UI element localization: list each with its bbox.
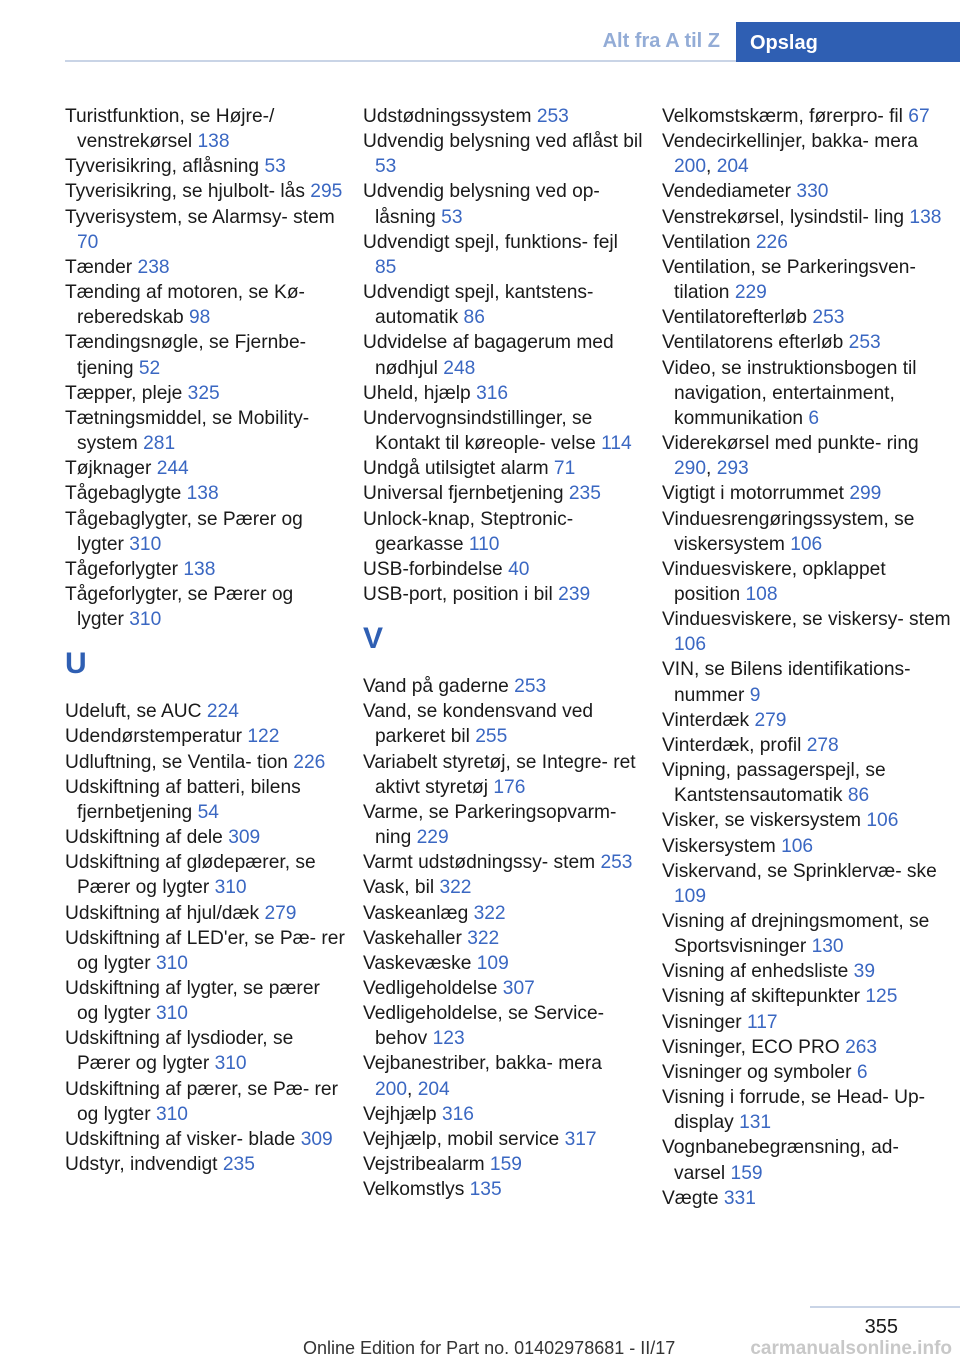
page-reference-link[interactable]: 235 — [568, 483, 601, 505]
index-entry — [65, 205, 345, 255]
index-entry-text: Vaskehaller — [363, 927, 462, 949]
index-entry-text: Tæpper, pleje — [65, 382, 183, 404]
page-reference-link[interactable]: 310 — [155, 1103, 188, 1125]
page-reference-link[interactable]: 135 — [469, 1179, 502, 1201]
index-entry — [65, 280, 345, 330]
footer-rule — [810, 1306, 960, 1308]
page-reference-link[interactable]: 279 — [754, 709, 787, 731]
index-entry — [363, 179, 643, 229]
index-entry-text: Udskiftning af pærer, se Pæ- rer og lygter — [65, 1078, 338, 1125]
index-entry-text: Udvendig belysning ved op- låsning — [363, 181, 600, 228]
index-entry — [363, 481, 643, 506]
index-entry — [662, 1010, 952, 1035]
index-entry-text: Udskiftning af visker- blade — [65, 1128, 296, 1150]
index-entry — [662, 255, 952, 305]
index-entry-text: Visninger og symboler — [662, 1061, 852, 1083]
index-entry-text: Vand, se kondensvand ved parkeret bil — [363, 701, 594, 748]
page-reference-link[interactable]: 98 — [189, 307, 211, 329]
index-entry — [65, 330, 345, 380]
index-entry — [662, 230, 952, 255]
page-reference-link[interactable]: 53 — [264, 156, 286, 178]
index-entry — [363, 674, 643, 699]
index-entry-text: Vedligeholdelse, se Service- behov — [363, 1003, 605, 1050]
index-entry-text: Visninger — [662, 1011, 742, 1033]
page-reference-link[interactable]: 253 — [536, 106, 569, 127]
index-entry-text: Tyverisikring, se hjulbolt- lås — [65, 181, 305, 203]
index-entry-text: Vejstribealarm — [363, 1154, 485, 1176]
index-entry — [662, 179, 952, 204]
index-entry — [662, 1035, 952, 1060]
index-entry-text: Viskervand, se Sprinklervæ- ske — [662, 860, 937, 882]
index-entry-text: Vendediameter — [662, 181, 792, 203]
index-entry — [363, 926, 643, 951]
page-reference-link[interactable]: 253 — [848, 332, 881, 354]
section-letter: V — [363, 622, 384, 656]
page-reference-link[interactable]: 235 — [222, 1154, 255, 1176]
index-entry — [65, 456, 345, 481]
index-entry — [662, 557, 952, 607]
page-reference-link[interactable]: 71 — [553, 458, 576, 480]
index-entry-text: Udstødningssystem — [363, 106, 532, 127]
index-entry — [662, 657, 952, 707]
index-entry-text: Uheld, hjælp — [363, 382, 471, 404]
page-reference-link[interactable]: 52 — [138, 357, 161, 379]
index-entry — [363, 800, 643, 850]
index-entry-text: Visning af drejningsmoment, se Sportsvisninger — [662, 911, 930, 958]
index-entry-text: Universal fjernbetjening — [363, 483, 564, 505]
page-reference-link[interactable]: 114 — [601, 433, 632, 455]
index-entry — [65, 825, 345, 850]
index-entry-text: Visning i forrude, se Head- Up-display — [662, 1087, 926, 1134]
page-reference-link[interactable]: 109 — [674, 885, 707, 907]
index-entry-text: Velkomstskærm, førerpro- fil — [662, 106, 903, 127]
index-entry — [363, 557, 643, 582]
index-entry — [662, 356, 952, 431]
index-entry-text: Tænding af motoren, se Kø- reberedskab — [65, 282, 305, 329]
index-entry — [662, 708, 952, 733]
index-entry — [363, 381, 643, 406]
index-entry — [363, 951, 643, 976]
index-entry-text: Visning af skiftepunkter — [662, 986, 861, 1008]
index-entry-text: Vinduesviskere, opklappet position — [662, 558, 886, 605]
index-entry-text: Turistfunktion, se Højre-/ venstrekørsel — [65, 106, 275, 153]
index-entry — [662, 1135, 952, 1185]
page-reference-link[interactable]: 85 — [375, 256, 397, 278]
index-entry-text: Udstyr, indvendigt — [65, 1154, 218, 1176]
index-entry-text: Tændingsnøgle, se Fjernbe- tjening — [65, 332, 307, 379]
page-reference-link[interactable]: 293 — [716, 458, 749, 480]
page-reference-link[interactable]: 204 — [716, 156, 749, 178]
index-entry-text: Ventilatorens efterløb — [662, 332, 844, 354]
page-reference-link[interactable]: 110 — [468, 533, 500, 555]
page-reference-link[interactable]: 109 — [476, 952, 509, 974]
page-reference-link[interactable]: 290 — [674, 458, 707, 480]
index-entry — [363, 875, 643, 900]
index-entry-text: Venstrekørsel, lysindstil- ling — [662, 206, 905, 228]
index-entry — [65, 750, 345, 775]
index-column-3 — [662, 104, 952, 1211]
page-reference-link[interactable]: 322 — [439, 877, 472, 899]
index-entry — [363, 280, 643, 330]
page-reference-link[interactable]: 310 — [214, 1053, 247, 1075]
index-entry-text: Tænder — [65, 256, 133, 278]
page-reference-link[interactable]: 316 — [476, 382, 509, 404]
index-entry — [65, 381, 345, 406]
index-entry-text: Udskiftning af lysdioder, se Pærer og lygter — [65, 1028, 294, 1075]
page-reference-link[interactable]: 159 — [730, 1162, 763, 1184]
index-entry — [662, 733, 952, 758]
page-reference-link[interactable]: 106 — [790, 533, 823, 555]
index-entry: Viderekørsel med punkte- ring 290, 293 — [662, 433, 919, 480]
index-entry-text: Udvendig belysning ved aflåst bil — [363, 131, 643, 153]
index-entry — [363, 699, 643, 749]
page-reference-link[interactable]: 310 — [155, 952, 188, 974]
page-reference-link[interactable]: 255 — [475, 726, 508, 748]
page-reference-link[interactable]: 322 — [473, 902, 506, 924]
index-entry-text: Udvendigt spejl, funktions- fejl — [363, 231, 618, 253]
page-reference-link[interactable]: 307 — [502, 978, 535, 999]
page-reference-link[interactable]: 309 — [228, 827, 261, 849]
index-entry — [662, 1060, 952, 1085]
index-entry — [662, 1085, 952, 1135]
page-reference-link[interactable]: 86 — [847, 785, 870, 807]
page-reference-link[interactable]: 317 — [564, 1128, 597, 1150]
index-entry-text: Variabelt styretøj, se Integre- ret aktivt styretøj — [363, 751, 636, 798]
index-entry — [65, 1152, 345, 1177]
page-reference-link[interactable]: 253 — [600, 852, 633, 874]
index-entry-text: Ventilation — [662, 231, 751, 253]
page-reference-link[interactable]: 106 — [781, 835, 814, 857]
index-entry-text: Vinduesviskere, se viskersy- stem — [662, 609, 951, 631]
index-entry-text: Vinduesrengøringssystem, se viskersystem — [662, 508, 915, 555]
index-entry — [65, 179, 345, 204]
index-entry-text: Vand på gaderne — [363, 676, 509, 698]
page-reference-link[interactable]: 310 — [214, 877, 247, 899]
index-entry — [363, 406, 643, 456]
page-reference-link[interactable]: 138 — [197, 131, 230, 153]
index-entry-text: Vaskeanlæg — [363, 902, 469, 924]
page-number: 355 — [864, 1316, 898, 1338]
index-entry — [662, 834, 952, 859]
index-entry-text: USB-port, position i bil — [363, 583, 553, 605]
index-entry — [363, 1127, 643, 1152]
index-entry-text: Ventilatorefterløb — [662, 307, 808, 329]
index-entry-text: Tågebaglygte — [65, 483, 182, 505]
index-entry — [363, 1177, 643, 1202]
index-entry — [65, 1077, 345, 1127]
index-entry — [363, 330, 643, 380]
page-reference-link[interactable]: 159 — [489, 1154, 522, 1176]
index-entry-text: Udskiftning af lygter, se pærer og lygter — [65, 978, 320, 1025]
index-entry — [363, 129, 643, 179]
index-entry — [65, 507, 345, 557]
page-reference-link[interactable]: 6 — [808, 407, 820, 429]
page-reference-link[interactable]: 176 — [493, 776, 526, 798]
index-entry — [662, 104, 952, 129]
index-entry: Vejbanestriber, bakka- mera 200, 204 — [363, 1053, 602, 1100]
page-reference-link[interactable]: 238 — [137, 256, 170, 278]
index-entry — [65, 901, 345, 926]
index-entry-text: Udskiftning af hjul/dæk — [65, 902, 260, 924]
page-reference-link[interactable]: 130 — [811, 936, 844, 958]
header-tab: Opslag — [736, 22, 960, 62]
page-reference-link[interactable]: 229 — [734, 282, 767, 304]
index-entry — [363, 456, 643, 481]
index-entry — [662, 330, 952, 355]
page-reference-link[interactable]: 106 — [674, 634, 707, 656]
index-entry — [662, 909, 952, 959]
page-reference-link[interactable]: 331 — [723, 1187, 756, 1209]
index-entry — [363, 901, 643, 926]
page-reference-link[interactable]: 123 — [432, 1028, 465, 1050]
index-entry-text: Velkomstlys — [363, 1179, 465, 1201]
page-reference-link[interactable]: 53 — [375, 156, 397, 178]
index-entry-text: Vinterdæk, profil — [662, 734, 802, 756]
page-reference-link[interactable]: 278 — [806, 734, 839, 756]
index-entry — [65, 406, 345, 456]
index-entry-text: Vask, bil — [363, 877, 435, 899]
page-reference-link[interactable]: 263 — [845, 1036, 878, 1058]
index-entry-text: Vægte — [662, 1187, 719, 1209]
page-reference-link[interactable]: 125 — [865, 986, 898, 1008]
page-reference-link[interactable]: 200 — [674, 156, 707, 178]
index-entry — [363, 104, 643, 129]
index-entry-text: Vejbanestriber, bakka- mera — [363, 1053, 602, 1075]
index-entry — [662, 305, 952, 330]
page-reference-link[interactable]: 295 — [310, 181, 343, 203]
page-reference-link[interactable]: 106 — [866, 810, 899, 832]
index-entry-text: Tætningsmiddel, se Mobility- system — [65, 407, 310, 455]
index-column-1 — [65, 104, 345, 1177]
index-entry-text: Tyverisystem, se Alarmsy- stem — [65, 206, 335, 228]
index-entry — [363, 582, 643, 607]
index-entry-text: Udskiftning af glødepærer, se Pærer og lygter — [65, 852, 316, 899]
page-reference-link[interactable]: 253 — [514, 676, 547, 698]
index-entry — [662, 758, 952, 808]
index-entry-text: Undervognsindstillinger, se Kontakt til køreople- velse — [363, 407, 596, 455]
page-reference-link[interactable]: 70 — [77, 231, 99, 253]
index-entry — [662, 1186, 952, 1211]
index-entry — [65, 255, 345, 280]
index-entry-text: Udskiftning af dele — [65, 827, 223, 849]
page-reference-link[interactable]: 54 — [197, 801, 219, 823]
index-column-2 — [363, 104, 643, 1202]
index-entry-text: Viskersystem — [662, 835, 776, 857]
watermark: carmanualsonline.info — [750, 1338, 952, 1359]
index-entry — [363, 976, 643, 1001]
page-reference-link[interactable]: 226 — [755, 231, 788, 253]
index-entry — [662, 205, 952, 230]
page-reference-link[interactable]: 6 — [856, 1061, 868, 1083]
page-reference-link[interactable]: 53 — [441, 206, 463, 228]
index-entry — [65, 582, 345, 632]
page-reference-link[interactable]: 86 — [463, 307, 485, 329]
page-reference-link[interactable]: 279 — [264, 902, 297, 924]
page-reference-link[interactable]: 248 — [443, 357, 476, 379]
index-entry — [65, 850, 345, 900]
index-entry — [662, 859, 952, 909]
page-reference-link[interactable]: 299 — [849, 483, 882, 505]
index-entry-text: Viderekørsel med punkte- ring — [662, 433, 919, 455]
page-reference-link[interactable]: 310 — [129, 609, 162, 631]
page-reference-link[interactable]: 281 — [143, 433, 176, 455]
page-reference-link[interactable]: 229 — [416, 827, 449, 849]
page-reference-link[interactable]: 204 — [417, 1078, 450, 1100]
index-entry-text: Vaskevæske — [363, 952, 472, 974]
index-entry-text: Udluftning, se Ventila- tion — [65, 751, 288, 773]
page-reference-link[interactable]: 40 — [508, 558, 530, 580]
page-reference-link[interactable]: 309 — [300, 1128, 333, 1150]
page-reference-link[interactable]: 253 — [812, 307, 845, 329]
index-entry: Vendecirkellinjer, bakka- mera 200, 204 — [662, 131, 918, 178]
page-reference-link[interactable]: 131 — [739, 1112, 772, 1134]
page-reference-link[interactable]: 122 — [247, 726, 280, 748]
index-entry — [65, 724, 345, 749]
index-entry-text: Ventilation, se Parkeringsven- tilation — [662, 256, 916, 304]
index-entry-text: Vigtigt i motorrummet — [662, 483, 844, 505]
index-entry — [363, 850, 643, 875]
index-entry-text: Vendecirkellinjer, bakka- mera — [662, 131, 918, 153]
index-entry-text: Vognbanebegrænsning, ad- varsel — [662, 1137, 899, 1184]
index-entry — [65, 481, 345, 506]
index-entry — [65, 1026, 345, 1076]
index-entry-text: Vejhjælp, mobil service — [363, 1128, 560, 1150]
page-reference-link[interactable]: 239 — [558, 583, 591, 605]
index-entry-text: Tågeforlygter — [65, 558, 179, 580]
index-entry — [662, 808, 952, 833]
index-entry — [662, 984, 952, 1009]
index-entry-text: Udvidelse af bagagerum med nødhjul — [363, 332, 614, 379]
index-entry-text: Tågeforlygter, se Pærer og lygter — [65, 583, 294, 631]
index-entry-text: USB-forbindelse — [363, 558, 503, 580]
edition-footer: Online Edition for Part no. 01402978681 - II/17 — [303, 1338, 676, 1358]
page-reference-link[interactable]: 310 — [129, 533, 162, 555]
index-entry-text: Udskiftning af batteri, bilens fjernbetjening — [65, 776, 301, 823]
page-reference-link[interactable]: 67 — [908, 106, 930, 127]
index-entry-text: Visninger, ECO PRO — [662, 1036, 840, 1058]
index-entry-text: Vedligeholdelse — [363, 978, 498, 999]
index-entry — [65, 926, 345, 976]
page-reference-link[interactable]: 138 — [183, 558, 216, 580]
index-entry — [363, 1001, 643, 1051]
index-entry-text: Udendørstemperatur — [65, 726, 243, 748]
page-reference-link[interactable]: 330 — [796, 181, 829, 203]
index-entry — [65, 775, 345, 825]
index-entry-text: Vinterdæk — [662, 709, 750, 731]
page-reference-link[interactable]: 322 — [467, 927, 500, 949]
index-entry-text: VIN, se Bilens identifikations- nummer — [662, 659, 911, 706]
header-section-title: Alt fra A til Z — [602, 30, 720, 52]
page-reference-link[interactable]: 226 — [293, 751, 326, 773]
index-entry-text: Udskiftning af LED'er, se Pæ- rer og lygter — [65, 927, 345, 974]
page-reference-link[interactable]: 117 — [747, 1011, 778, 1033]
index-entry — [65, 557, 345, 582]
index-entry — [662, 481, 952, 506]
index-entry — [662, 959, 952, 984]
index-entry — [363, 507, 643, 557]
index-entry-text: Vipning, passagerspejl, se Kantstensautomatik — [662, 760, 886, 807]
index-entry-text: Unlock-knap, Steptronic- gearkasse — [363, 508, 574, 555]
index-entry-text: Visker, se viskersystem — [662, 810, 862, 832]
page-reference-link[interactable]: 39 — [853, 961, 876, 983]
index-entry-text: Video, se instruktionsbogen til navigation, entertainment, kommunikation — [662, 357, 917, 429]
page-reference-link[interactable]: 138 — [909, 206, 942, 228]
index-entry — [65, 104, 345, 154]
index-entry — [65, 699, 345, 724]
index-entry-text: Udeluft, se AUC — [65, 701, 202, 723]
index-entry — [662, 607, 952, 657]
page-reference-link[interactable]: 310 — [155, 1003, 188, 1025]
index-entry — [363, 230, 643, 280]
page-reference-link[interactable]: 244 — [156, 458, 189, 480]
index-entry — [363, 750, 643, 800]
index-entry-text: Vejhjælp — [363, 1103, 437, 1125]
index-entry — [65, 976, 345, 1026]
index-entry-text: Tågebaglygter, se Pærer og lygter — [65, 508, 303, 555]
index-entry-text: Varmt udstødningssy- stem — [363, 852, 596, 874]
index-entry — [662, 507, 952, 557]
page-reference-link[interactable]: 316 — [441, 1103, 474, 1125]
index-entry-text: Visning af enhedsliste — [662, 961, 849, 983]
index-entry-text: Tyverisikring, aflåsning — [65, 156, 260, 178]
page-reference-link[interactable]: 138 — [186, 483, 219, 505]
index-entry — [65, 154, 345, 179]
index-entry-text: Undgå utilsigtet alarm — [363, 458, 549, 480]
section-letter: U — [65, 647, 87, 681]
index-entry — [65, 1127, 345, 1152]
page-reference-link[interactable]: 325 — [187, 382, 220, 404]
page-reference-link[interactable]: 200 — [375, 1078, 408, 1100]
index-entry — [363, 1102, 643, 1127]
index-entry-text: Tøjknager — [65, 458, 152, 480]
page-reference-link[interactable]: 224 — [206, 701, 239, 723]
page-reference-link[interactable]: 108 — [745, 583, 778, 605]
index-entry — [363, 1152, 643, 1177]
index-entry-text: Varme, se Parkeringsopvarm- ning — [363, 801, 617, 849]
page-reference-link[interactable]: 9 — [749, 684, 761, 706]
index-entry-text: Udvendigt spejl, kantstens- automatik — [363, 282, 594, 329]
